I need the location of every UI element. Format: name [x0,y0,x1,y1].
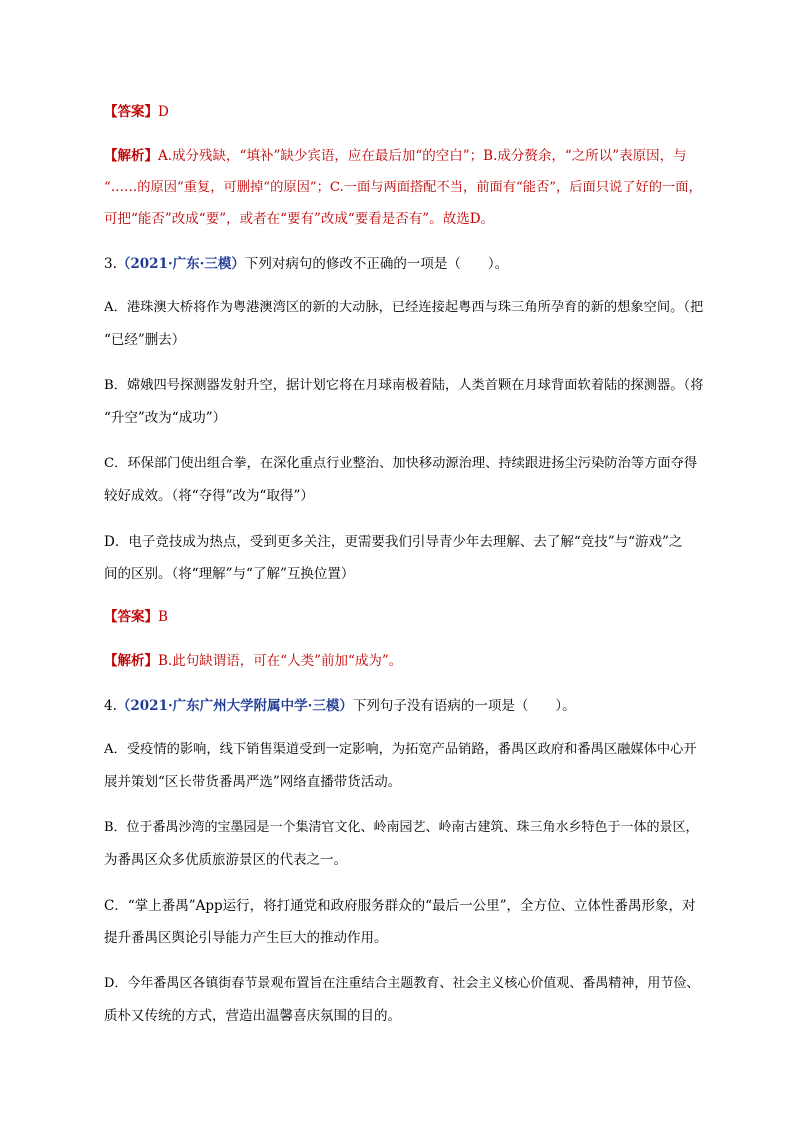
q3-answer [104,607,704,627]
q3-option-a-line-2: “已经”删去） [104,332,186,348]
question-source: （2021·广东·三模） [116,256,245,272]
q2-analysis-line-3: 可把“能否”改成“要”，或者在“要有”改成“要看是否有”。故选D。 [104,211,495,227]
answer-value: B [158,609,168,625]
q2-analysis-line-1 [104,146,704,166]
q4-option-a-line-2: 展并策划“区长带货番禺严选”网络直播带货活动。 [104,774,402,790]
q4-option-d-line-2: 质朴又传统的方式，营造出温馨喜庆氛围的目的。 [104,1008,401,1024]
q4-option-b-line-2: 为番禺区众多优质旅游景区的代表之一。 [104,852,347,868]
q3-option-d-line-2: 间的区别。（将“理解”与“了解”互换位置） [104,566,355,582]
q4-option-d-line-1: D．今年番禺区各镇街春节景观布置旨在注重结合主题教育、社会主义核心价值观、番禺精神，用节俭、 [104,976,700,991]
question-number: 4. [104,698,117,714]
q3-option-b-line-1: B．嫦娥四号探测器发射升空，据计划它将在月球南极着陆，人类首颗在月球背面软着陆的探测器。（将 [104,378,704,393]
analysis-text: B.此句缺谓语，可在“人类”前加“成为”。 [158,653,403,669]
q2-answer [104,102,704,122]
q3-option-b-line-2: “升空”改为“成功”） [104,410,227,426]
question-text: 下列对病句的修改不正确的一项是（ ）。 [244,256,509,272]
question-text: 下列句子没有语病的一项是（ ）。 [352,698,576,714]
q4-option-c-line-1: C．“掌上番禺”App运行，将打通党和政府服务群众的“最后一公里”，全方位、立体性番禺形象，对 [104,898,696,914]
answer-label: 【答案】 [104,609,158,625]
q3-stem [104,254,704,274]
q4-option-b-line-1: B．位于番禺沙湾的宝墨园是一个集清官文化、岭南园艺、岭南古建筑、珠三角水乡特色于一体的景区， [104,820,699,835]
q3-option-c-line-2: 较好成效。（将“夺得”改为“取得”） [104,488,314,504]
question-source: （2021·广东广州大学附属中学·三模） [116,698,353,714]
q4-option-c-line-2: 提升番禺区舆论引导能力产生巨大的推动作用。 [104,930,388,946]
q4-option-a-line-1: A．受疫情的影响，线下销售渠道受到一定影响，为拓宽产品销路，番禺区政府和番禺区融媒体中心开 [104,742,697,757]
answer-label: 【答案】 [104,104,158,120]
q2-analysis-line-2: “……的原因”重复，可删掉“的原因”；C.一面与两面搭配不当，前面有“能否”，后面只说了好的一面， [104,180,702,195]
analysis-label: 【解析】 [104,653,158,669]
answer-value: D [158,104,169,120]
q4-stem [104,696,704,716]
q3-analysis [104,651,704,671]
q3-option-d-line-1: D．电子竞技成为热点，受到更多关注，更需要我们引导青少年去理解、去了解“竞技”与“游戏”之 [104,534,683,550]
question-number: 3. [104,256,117,272]
q3-option-a-line-1: A．港珠澳大桥将作为粤港澳湾区的新的大动脉，已经连接起粤西与珠三角所孕育的新的想象空间。（把 [104,300,704,315]
analysis-text: A.成分残缺，“填补”缺少宾语，应在最后加“的空白”；B.成分赘余，“之所以”表原因，与 [158,148,687,164]
q3-option-c-line-1: C．环保部门使出组合拳，在深化重点行业整治、加快移动源治理、持续跟进扬尘污染防治等方面夺得 [104,456,698,471]
analysis-label: 【解析】 [104,148,158,164]
